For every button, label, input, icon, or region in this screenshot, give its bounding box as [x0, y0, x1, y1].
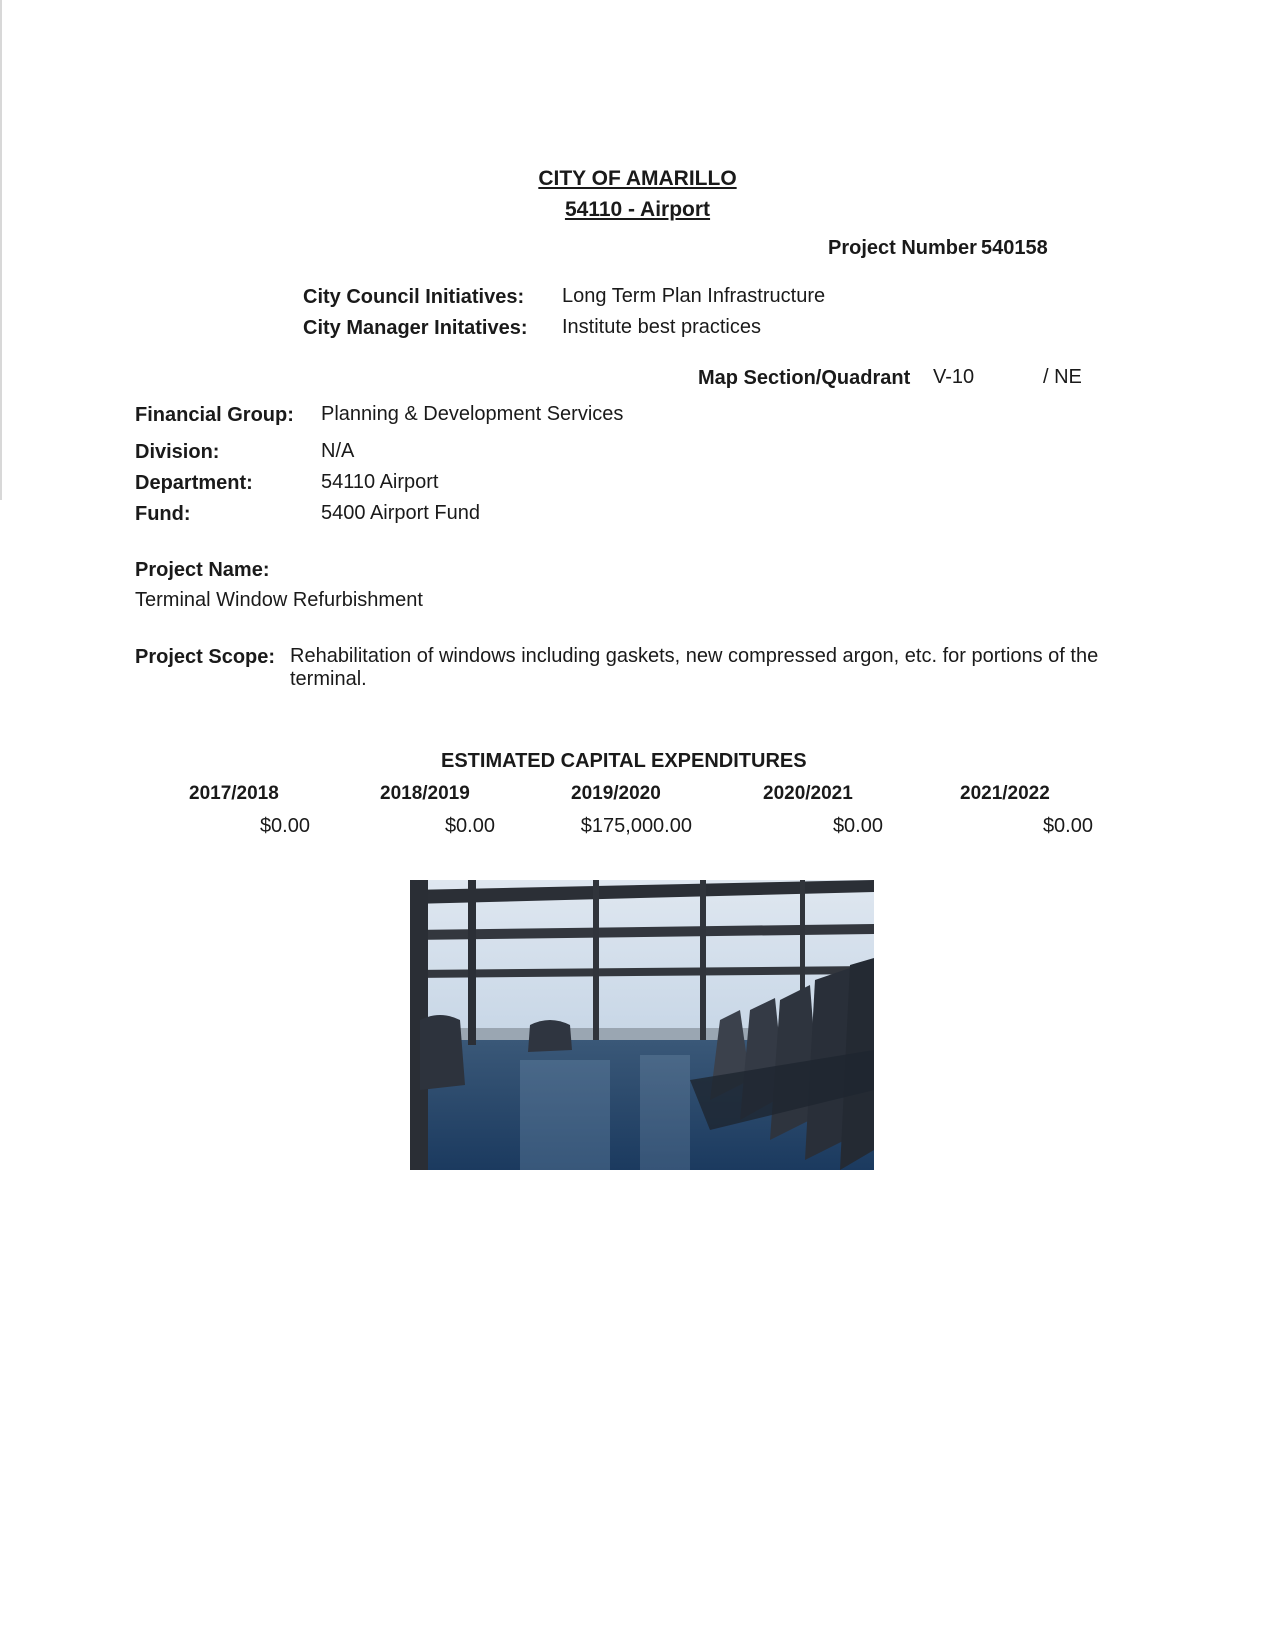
map-section-value: V-10 — [933, 366, 975, 388]
city-title: CITY OF AMARILLO — [538, 167, 737, 190]
expenditures-title: ESTIMATED CAPITAL EXPENDITURES — [441, 750, 807, 772]
department-title: 54110 - Airport — [564, 198, 711, 221]
project-number-label: Project Number — [828, 237, 977, 259]
financial-group-value: Planning & Development Services — [321, 403, 624, 425]
year-header: 2021/2022 — [960, 783, 1050, 804]
project-scope-line2: terminal. — [290, 668, 367, 690]
department-value: 54110 Airport — [321, 471, 439, 493]
project-name-label: Project Name: — [135, 559, 270, 581]
map-section-label: Map Section/Quadrant — [698, 367, 911, 389]
financial-group-label: Financial Group: — [135, 404, 294, 426]
amount-value: $0.00 — [444, 815, 495, 837]
council-initiatives-value: Long Term Plan Infrastructure — [562, 285, 826, 307]
year-header: 2017/2018 — [189, 783, 279, 804]
scan-edge — [0, 0, 2, 500]
division-label: Division: — [135, 441, 220, 463]
terminal-window-photo — [410, 880, 874, 1170]
department-label: Department: — [135, 472, 253, 494]
amount-value: $0.00 — [259, 815, 310, 837]
year-header: 2018/2019 — [380, 783, 470, 804]
amount-value: $0.00 — [832, 815, 883, 837]
project-name-value: Terminal Window Refurbishment — [135, 589, 423, 611]
project-number-value: 540158 — [981, 237, 1048, 259]
project-scope-line1: Rehabilitation of windows including gaskets, new compressed argon, etc. for portions of the — [290, 645, 1099, 667]
amount-value: $175,000.00 — [580, 815, 692, 837]
amount-value: $0.00 — [1042, 815, 1093, 837]
manager-initiatives-value: Institute best practices — [562, 316, 761, 338]
year-header: 2019/2020 — [571, 783, 661, 804]
fund-value: 5400 Airport Fund — [321, 502, 480, 524]
division-value: N/A — [321, 440, 355, 462]
fund-label: Fund: — [135, 503, 191, 525]
map-quadrant-value: / NE — [1043, 366, 1082, 388]
year-header: 2020/2021 — [763, 783, 853, 804]
project-scope-label: Project Scope: — [135, 646, 276, 668]
manager-initiatives-label: City Manager Initatives: — [303, 317, 528, 339]
council-initiatives-label: City Council Initiatives: — [303, 286, 525, 308]
